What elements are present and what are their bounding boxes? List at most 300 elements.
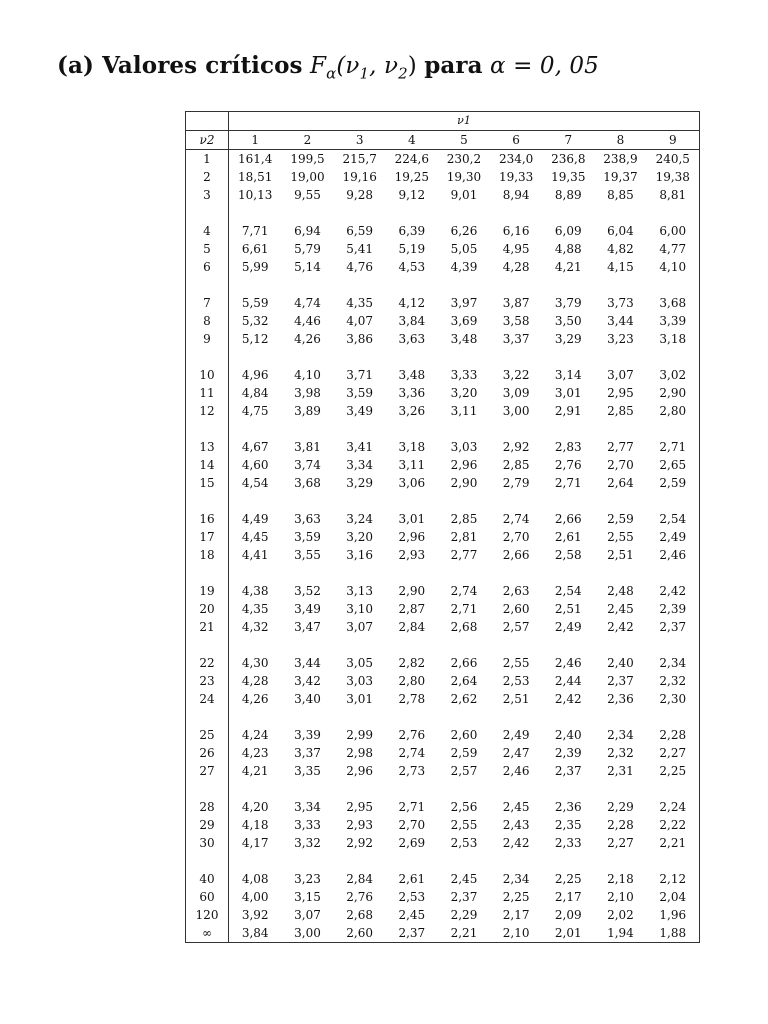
table-cell: 8,85	[607, 188, 634, 202]
page-title	[57, 52, 599, 83]
row-label: 6	[186, 258, 229, 276]
table-cell: 2,29	[450, 908, 478, 922]
table-cell: 4,24	[241, 728, 269, 742]
table-cell: 5,99	[241, 260, 269, 274]
table-row	[186, 798, 700, 816]
table-cell: 2,71	[398, 800, 426, 814]
title-alpha: α = 0, 05	[490, 53, 599, 79]
title-f-sub: α	[326, 64, 337, 83]
table-cell: 2,36	[554, 800, 582, 814]
table-row	[186, 258, 700, 276]
table-cell: 4,45	[241, 530, 269, 544]
row-label: 1	[186, 150, 229, 169]
table-cell: 2,96	[450, 458, 478, 472]
spacer-cell	[186, 348, 229, 366]
table-cell: 4,95	[502, 242, 530, 256]
table-cell: 3,49	[346, 404, 374, 418]
table-row	[186, 312, 700, 330]
table-row	[186, 150, 700, 169]
table-cell: 2,71	[659, 440, 687, 454]
table-cell: 6,09	[554, 224, 582, 238]
table-cell: 4,84	[241, 386, 269, 400]
table-cell: 4,76	[346, 260, 374, 274]
table-cell: 3,63	[398, 332, 426, 346]
table-cell: 2,18	[607, 872, 634, 886]
table-cell: 3,13	[346, 584, 374, 598]
title-prefix: (a) Valores críticos	[57, 52, 303, 79]
table-cell: 2,74	[398, 746, 426, 760]
table-cell: 1,94	[607, 926, 634, 940]
table-cell: 2,17	[502, 908, 530, 922]
table-cell: 6,39	[398, 224, 426, 238]
table-cell: 3,68	[294, 476, 321, 490]
table-row	[186, 528, 700, 546]
table-cell: 2,45	[502, 800, 530, 814]
row-label: 10	[186, 366, 229, 384]
table-cell: 6,04	[607, 224, 634, 238]
table-cell: 2,84	[346, 872, 374, 886]
table-cell: 238,9	[603, 152, 638, 166]
table-cell: 2,71	[450, 602, 478, 616]
group-spacer	[186, 636, 700, 654]
table-row	[186, 690, 700, 708]
table-cell: 2,61	[398, 872, 426, 886]
row-label: 13	[186, 438, 229, 456]
table-cell: 4,18	[241, 818, 269, 832]
spacer-cell	[229, 852, 700, 870]
table-cell: 2,10	[502, 926, 530, 940]
table-cell: 3,89	[294, 404, 321, 418]
table-cell: 2,66	[450, 656, 478, 670]
column-header-row	[186, 131, 700, 150]
spacer-cell	[229, 492, 700, 510]
table-cell: 9,55	[294, 188, 321, 202]
column-header: 5	[438, 131, 490, 150]
table-cell: 2,78	[398, 692, 426, 706]
table-cell: 3,20	[450, 386, 478, 400]
table-cell: 3,09	[502, 386, 530, 400]
table-cell: 2,51	[502, 692, 530, 706]
table-cell: 3,01	[554, 386, 582, 400]
table-cell: 230,2	[446, 152, 482, 166]
table-cell: 2,02	[607, 908, 634, 922]
spacer-cell	[186, 708, 229, 726]
table-cell: 2,25	[659, 764, 687, 778]
table-row	[186, 924, 700, 943]
spacer-cell	[186, 852, 229, 870]
table-cell: 6,26	[450, 224, 478, 238]
table-cell: 3,39	[294, 728, 321, 742]
table-cell: 4,46	[294, 314, 321, 328]
spacer-cell	[229, 420, 700, 438]
table-cell: 3,71	[346, 368, 374, 382]
table-cell: 3,97	[450, 296, 478, 310]
table-cell: 2,79	[502, 476, 530, 490]
table-cell: 2,77	[450, 548, 478, 562]
table-row	[186, 816, 700, 834]
table-cell: 4,35	[241, 602, 269, 616]
table-cell: 7,71	[241, 224, 269, 238]
table-cell: 19,37	[603, 170, 638, 184]
table-cell: 2,62	[450, 692, 478, 706]
group-spacer	[186, 492, 700, 510]
table-cell: 3,59	[294, 530, 321, 544]
table-cell: 2,29	[607, 800, 634, 814]
group-spacer	[186, 564, 700, 582]
row-label: 5	[186, 240, 229, 258]
table-cell: 3,29	[346, 476, 374, 490]
table-cell: 2,59	[450, 746, 478, 760]
table-cell: 2,68	[450, 620, 478, 634]
table-cell: 2,43	[502, 818, 530, 832]
spacer-cell	[186, 276, 229, 294]
table-cell: 2,32	[659, 674, 687, 688]
row-label: 11	[186, 384, 229, 402]
spacer-cell	[229, 636, 700, 654]
table-cell: 4,10	[294, 368, 321, 382]
table-cell: 2,40	[607, 656, 634, 670]
table-row	[186, 600, 700, 618]
table-cell: 2,49	[502, 728, 530, 742]
table-cell: 2,04	[659, 890, 687, 904]
table-cell: 2,92	[346, 836, 374, 850]
table-cell: 3,73	[607, 296, 634, 310]
title-args: (ν	[336, 53, 360, 79]
row-label: 19	[186, 582, 229, 600]
table-cell: 2,21	[659, 836, 687, 850]
table-cell: 4,07	[346, 314, 374, 328]
table-cell: 5,14	[294, 260, 321, 274]
table-cell: 6,61	[241, 242, 269, 256]
table-row	[186, 384, 700, 402]
table-cell: 19,25	[394, 170, 429, 184]
table-cell: 2,59	[659, 476, 687, 490]
table-cell: 2,01	[554, 926, 582, 940]
table-cell: 2,39	[554, 746, 582, 760]
table-cell: 3,63	[294, 512, 321, 526]
table-row	[186, 186, 700, 204]
table-cell: 2,49	[554, 620, 582, 634]
table-cell: 2,63	[502, 584, 530, 598]
table-cell: 3,07	[294, 908, 321, 922]
table-cell: 3,35	[294, 764, 321, 778]
row-label: 24	[186, 690, 229, 708]
row-label: 16	[186, 510, 229, 528]
table-cell: 3,10	[346, 602, 374, 616]
title-arg1-sub: 1	[359, 64, 370, 83]
table-cell: 2,54	[554, 584, 582, 598]
table-cell: 3,81	[294, 440, 321, 454]
row-label: 25	[186, 726, 229, 744]
table-row	[186, 762, 700, 780]
table-cell: 2,96	[346, 764, 374, 778]
table-cell: 4,39	[450, 260, 478, 274]
table-cell: 3,84	[241, 926, 269, 940]
table-cell: 2,90	[398, 584, 426, 598]
table-cell: 3,01	[398, 512, 426, 526]
table-cell: 4,32	[241, 620, 269, 634]
table-cell: 19,30	[446, 170, 482, 184]
row-label: 22	[186, 654, 229, 672]
table-cell: 3,07	[607, 368, 634, 382]
table-cell: 2,42	[607, 620, 634, 634]
row-label: 20	[186, 600, 229, 618]
table-cell: 3,84	[398, 314, 426, 328]
table-cell: 2,39	[659, 602, 687, 616]
title-sep: , ν	[369, 53, 399, 79]
table-cell: 3,69	[450, 314, 478, 328]
table-cell: 2,12	[659, 872, 687, 886]
table-cell: 2,83	[554, 440, 582, 454]
table-cell: 2,34	[659, 656, 687, 670]
table-cell: 4,28	[241, 674, 269, 688]
table-cell: 3,68	[659, 296, 687, 310]
table-cell: 4,08	[241, 872, 269, 886]
table-cell: 3,32	[294, 836, 321, 850]
table-cell: 4,10	[659, 260, 687, 274]
table-cell: 2,42	[659, 584, 687, 598]
table-cell: 3,18	[398, 440, 426, 454]
table-row	[186, 510, 700, 528]
table-cell: 3,74	[294, 458, 321, 472]
table-cell: 4,21	[554, 260, 582, 274]
table-cell: 2,60	[502, 602, 530, 616]
table-row	[186, 870, 700, 888]
table-cell: 3,98	[294, 386, 321, 400]
table-cell: 6,94	[294, 224, 321, 238]
table-cell: 2,60	[346, 926, 374, 940]
group-spacer	[186, 852, 700, 870]
table-cell: 2,31	[607, 764, 634, 778]
group-spacer	[186, 204, 700, 222]
table-cell: 4,41	[241, 548, 269, 562]
table-cell: 4,88	[554, 242, 582, 256]
table-row	[186, 744, 700, 762]
table-cell: 2,95	[346, 800, 374, 814]
table-cell: 2,45	[450, 872, 478, 886]
f-critical-values-table	[185, 111, 700, 943]
table-cell: 236,8	[551, 152, 586, 166]
table-cell: 2,21	[450, 926, 478, 940]
table-cell: 3,58	[502, 314, 530, 328]
table-row	[186, 222, 700, 240]
table-cell: 3,48	[450, 332, 478, 346]
table-cell: 3,11	[398, 458, 426, 472]
row-label: 27	[186, 762, 229, 780]
table-cell: 3,20	[346, 530, 374, 544]
column-header: 2	[281, 131, 333, 150]
table-cell: 2,98	[346, 746, 374, 760]
table-cell: 3,03	[346, 674, 374, 688]
table-cell: 2,53	[398, 890, 426, 904]
table-cell: 2,57	[450, 764, 478, 778]
table-cell: 4,26	[241, 692, 269, 706]
row-label: 21	[186, 618, 229, 636]
title-para: para	[424, 52, 483, 79]
table-cell: 3,36	[398, 386, 426, 400]
table-cell: 18,51	[238, 170, 273, 184]
table-cell: 199,5	[290, 152, 325, 166]
table-cell: 2,61	[554, 530, 582, 544]
table-cell: 2,55	[450, 818, 478, 832]
spacer-cell	[229, 204, 700, 222]
group-spacer	[186, 780, 700, 798]
table-cell: 3,48	[398, 368, 426, 382]
table-cell: 3,79	[554, 296, 582, 310]
nu1-label: ν1	[457, 114, 471, 127]
table-cell: 5,05	[450, 242, 478, 256]
table-cell: 2,42	[554, 692, 582, 706]
table-cell: 2,70	[398, 818, 426, 832]
table-cell: 3,16	[346, 548, 374, 562]
table-cell: 2,57	[502, 620, 530, 634]
spacer-cell	[229, 564, 700, 582]
column-header: 3	[334, 131, 386, 150]
table-cell: 3,34	[294, 800, 321, 814]
table-cell: 3,42	[294, 674, 321, 688]
table-cell: 2,34	[502, 872, 530, 886]
table-cell: 2,76	[398, 728, 426, 742]
row-label: 7	[186, 294, 229, 312]
table-cell: 5,32	[241, 314, 269, 328]
table-cell: 4,75	[241, 404, 269, 418]
table-cell: 3,14	[554, 368, 582, 382]
table-cell: 2,70	[502, 530, 530, 544]
table-cell: 2,32	[607, 746, 634, 760]
table-cell: 3,01	[346, 692, 374, 706]
table-cell: 5,41	[346, 242, 374, 256]
table-cell: 4,53	[398, 260, 426, 274]
table-cell: 3,22	[502, 368, 530, 382]
table-row	[186, 546, 700, 564]
table-cell: 2,81	[450, 530, 478, 544]
table-cell: 2,49	[659, 530, 687, 544]
table-cell: 4,20	[241, 800, 269, 814]
table-cell: 2,42	[502, 836, 530, 850]
table-row	[186, 456, 700, 474]
spacer-cell	[229, 708, 700, 726]
table-cell: 2,25	[502, 890, 530, 904]
table-cell: 2,10	[607, 890, 634, 904]
spacer-cell	[186, 204, 229, 222]
table-cell: 2,90	[450, 476, 478, 490]
table-row	[186, 618, 700, 636]
table-cell: 4,54	[241, 476, 269, 490]
table-cell: 2,68	[346, 908, 374, 922]
table-cell: 5,59	[241, 296, 269, 310]
row-label: 2	[186, 168, 229, 186]
table-cell: 4,35	[346, 296, 374, 310]
table-cell: 2,36	[607, 692, 634, 706]
table-cell: 2,76	[346, 890, 374, 904]
table-row	[186, 726, 700, 744]
table-cell: 8,89	[554, 188, 582, 202]
spacer-cell	[186, 492, 229, 510]
table-cell: 3,00	[502, 404, 530, 418]
table-cell: 9,28	[346, 188, 374, 202]
table-cell: 4,21	[241, 764, 269, 778]
table-cell: 3,44	[294, 656, 321, 670]
table-cell: 3,06	[398, 476, 426, 490]
table-cell: 2,96	[398, 530, 426, 544]
table-cell: 161,4	[238, 152, 273, 166]
table-cell: 3,15	[294, 890, 321, 904]
row-label: 9	[186, 330, 229, 348]
table-cell: 4,17	[241, 836, 269, 850]
table-cell: 9,12	[398, 188, 426, 202]
table-cell: 2,45	[398, 908, 426, 922]
column-header: 6	[490, 131, 542, 150]
table-cell: 2,58	[554, 548, 582, 562]
spacer-cell	[186, 564, 229, 582]
table-cell: 9,01	[450, 188, 478, 202]
table-cell: 2,37	[554, 764, 582, 778]
table-cell: 2,37	[607, 674, 634, 688]
column-header: 1	[229, 131, 282, 150]
table-cell: 3,41	[346, 440, 374, 454]
table-cell: 2,59	[607, 512, 634, 526]
table-cell: 3,23	[294, 872, 321, 886]
table-cell: 2,48	[607, 584, 634, 598]
table-cell: 4,26	[294, 332, 321, 346]
table-cell: 2,66	[502, 548, 530, 562]
table-row	[186, 474, 700, 492]
table-cell: 2,90	[659, 386, 687, 400]
table-cell: 2,93	[398, 548, 426, 562]
table-cell: 8,81	[659, 188, 687, 202]
table-cell: 3,33	[450, 368, 478, 382]
table-cell: 2,54	[659, 512, 687, 526]
table-cell: 2,37	[398, 926, 426, 940]
table-cell: 4,49	[241, 512, 269, 526]
table-cell: 3,44	[607, 314, 634, 328]
table-cell: 2,87	[398, 602, 426, 616]
table-cell: 3,92	[241, 908, 269, 922]
table-cell: 2,24	[659, 800, 687, 814]
table-cell: 2,65	[659, 458, 687, 472]
table-cell: 2,76	[554, 458, 582, 472]
table-cell: 4,30	[241, 656, 269, 670]
table-cell: 2,77	[607, 440, 634, 454]
table-cell: 215,7	[342, 152, 377, 166]
table-cell: 2,93	[346, 818, 374, 832]
table-cell: 2,84	[398, 620, 426, 634]
table-cell: 2,45	[607, 602, 634, 616]
table-cell: 2,35	[554, 818, 582, 832]
table-cell: 3,03	[450, 440, 478, 454]
group-spacer	[186, 348, 700, 366]
table-cell: 3,59	[346, 386, 374, 400]
spacer-cell	[186, 420, 229, 438]
table-row	[186, 168, 700, 186]
table-row	[186, 582, 700, 600]
table-cell: 19,16	[342, 170, 377, 184]
row-label: 17	[186, 528, 229, 546]
table-cell: 2,60	[450, 728, 478, 742]
table-cell: 4,82	[607, 242, 634, 256]
table-cell: 2,46	[659, 548, 687, 562]
column-header: 4	[386, 131, 438, 150]
table-cell: 2,51	[554, 602, 582, 616]
row-label: 28	[186, 798, 229, 816]
table-row	[186, 294, 700, 312]
table-cell: 4,60	[241, 458, 269, 472]
table-cell: 3,02	[659, 368, 687, 382]
table-cell: 2,28	[659, 728, 687, 742]
table-cell: 19,35	[551, 170, 586, 184]
table-body	[186, 150, 700, 943]
column-header: 9	[647, 131, 700, 150]
